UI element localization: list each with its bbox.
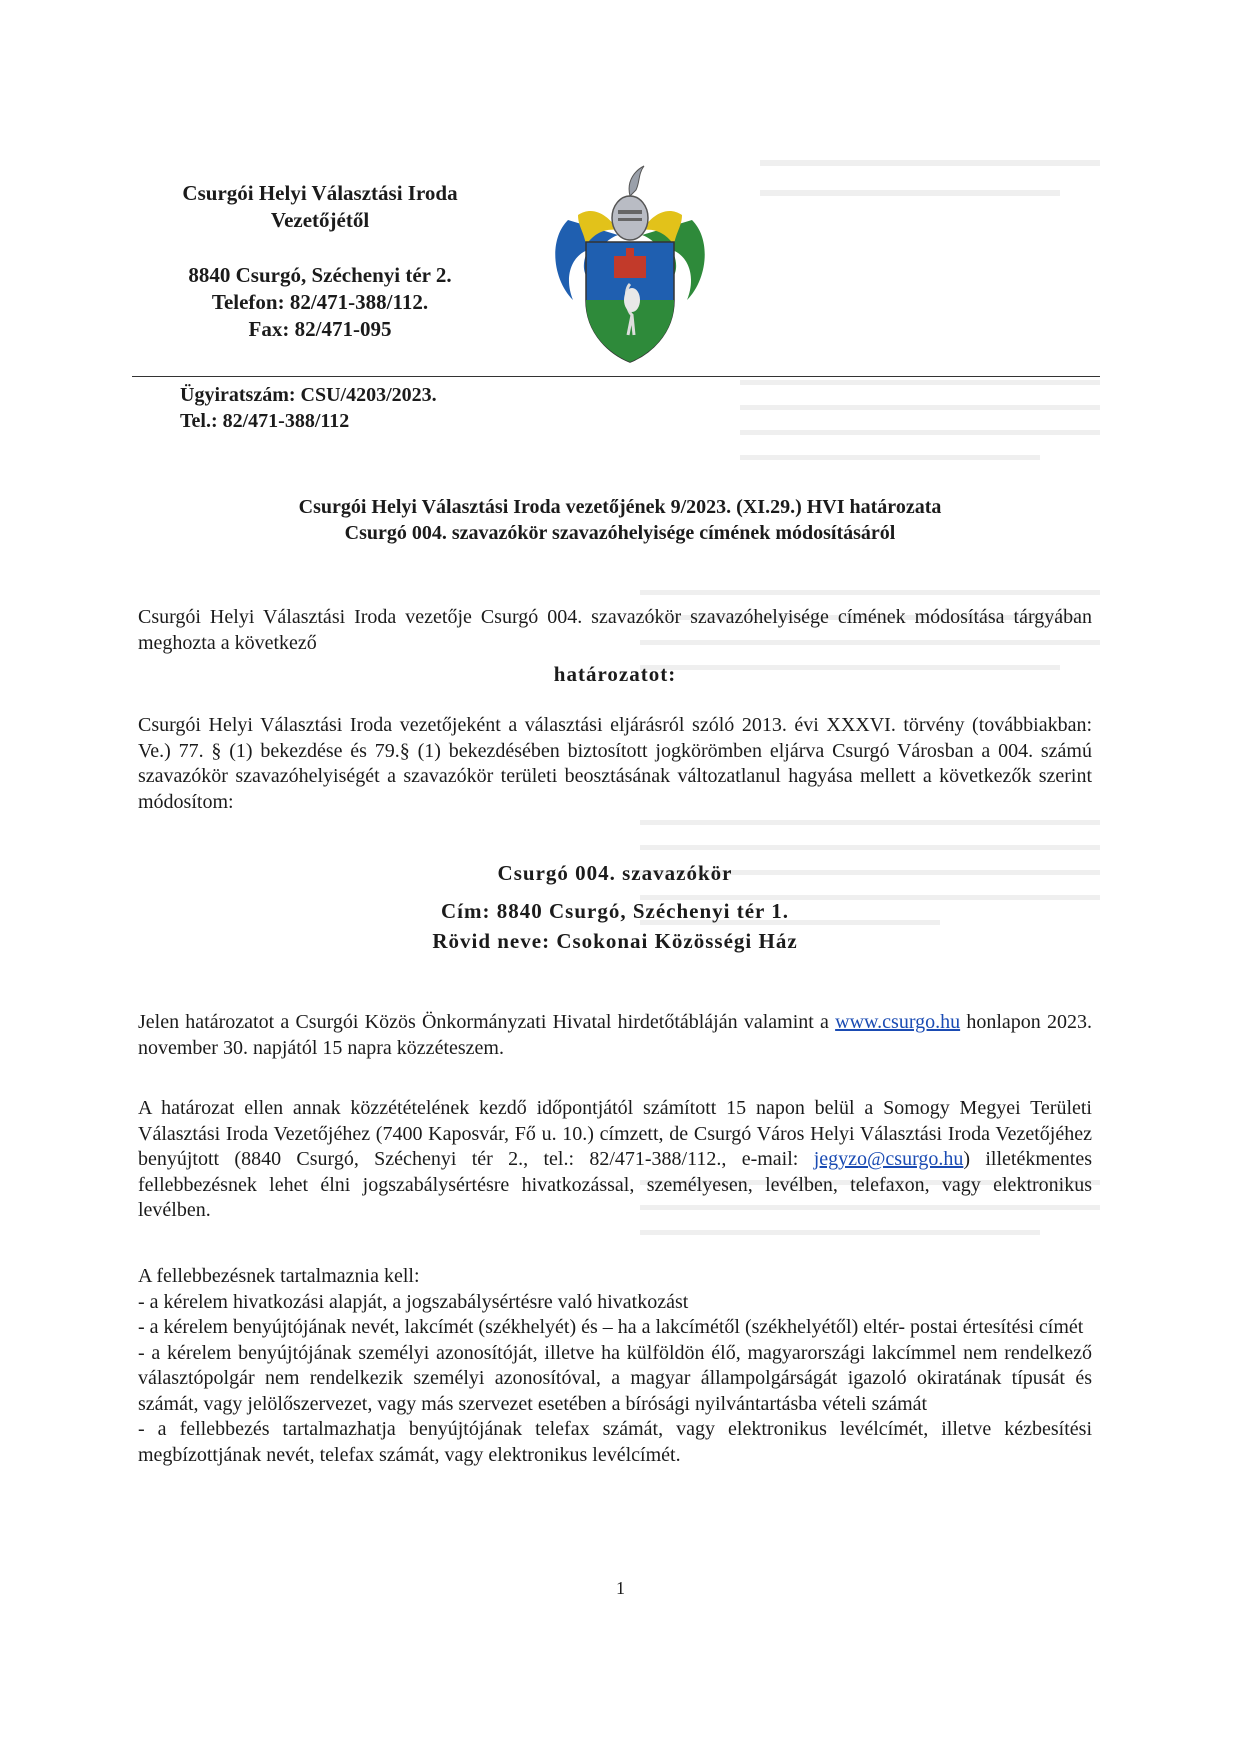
page-number: 1: [616, 1578, 625, 1598]
publication-text-end: honlapon 2023. november 30. napjától 15 napra közzéteszem.: [138, 1011, 1092, 1059]
polling-station-block: [138, 858, 1092, 956]
polling-station-address: Cím: 8840 Csurgó, Széchenyi tér 1.: [441, 899, 789, 923]
document-title: [140, 494, 1100, 546]
case-number: Ügyiratszám: CSU/4203/2023.: [180, 384, 437, 406]
list-item: - a fellebbezés tartalmazhatja benyújtójának telefax számát, vagy elektronikus levélcímét, illetve kézbesítési megbízottjának nevét, telefax számát, vagy elektronikus levélcímét.: [138, 1418, 1092, 1466]
title-line-1: Csurgói Helyi Választási Iroda vezetőjének 9/2023. (XI.29.) HVI határozata: [298, 496, 942, 518]
issuer-phone: Telefon: 82/471-388/112.: [211, 290, 429, 314]
email-link[interactable]: jegyzo@csurgo.hu: [813, 1148, 964, 1170]
issuer-address: 8840 Csurgó, Széchenyi tér 2.: [188, 263, 452, 287]
list-item: - a kérelem benyújtójának nevét, lakcímét (székhelyét) és – ha a lakcímétől (székhelyétől) eltér- postai értesítési címét: [138, 1316, 1084, 1338]
issuer-title: Vezetőjétől: [270, 208, 370, 232]
reference-tel: Tel.: 82/471-388/112: [180, 410, 350, 432]
intro-paragraph: Csurgói Helyi Választási Iroda vezetője Csurgó 004. szavazókör szavazóhelyisége címének módosítása tárgyában meghozta a következő: [138, 606, 1092, 654]
polling-station-name: Csurgó 004. szavazókör: [497, 861, 733, 885]
polling-station-short-name: Rövid neve: Csokonai Közösségi Ház: [432, 929, 798, 953]
publication-paragraph: [138, 1010, 1092, 1061]
appeal-paragraph: [138, 1096, 1092, 1224]
appeal-text-end: ) illetékmentes fellebbezésnek lehet élni jogszabálysértésre hivatkozással, személyesen, levélben, telefaxon, vagy elektronikus levélben.: [138, 1148, 1092, 1221]
list-item: - a kérelem hivatkozási alapját, a jogszabálysértésre való hivatkozást: [138, 1290, 689, 1313]
list-item: - a kérelem benyújtójának személyi azonosítóját, illetve ha külföldön élő, magyarországi lakcímmel nem rendelkező választópolgár nem rendelkezik személyi azonosítóval, a magyar állampolgárságát igazoló okiratának típusát és számát, vagy jelölőszervezet, vagy más szervezet esetében a bírósági nyilvántartásba vételi számát: [138, 1341, 1092, 1415]
requirements-heading: A fellebbezésnek tartalmaznia kell:: [138, 1265, 420, 1287]
decision-paragraph: Csurgói Helyi Választási Iroda vezetőjeként a választási eljárásról szóló 2013. évi XXXVI. törvény (továbbiakban: Ve.) 77. § (1) bekezdése és 79.§ (1) bekezdésében biztosított jogkörömben eljárva Csurgó Városban a 004. számú szavazókör szavazóhelyiségét a szavazókör területi beosztásának változatlanul hagyása mellett a következők szerint módosítom:: [138, 714, 1092, 813]
publication-text: Jelen határozatot a Csurgói Közös Önkormányzati Hivatal hirdetőtábláján valamint a: [138, 1011, 829, 1033]
issuer-name: Csurgói Helyi Választási Iroda: [182, 181, 458, 205]
reference-block: [180, 382, 437, 434]
website-link[interactable]: www.csurgo.hu: [835, 1011, 961, 1033]
issuer-block: [150, 180, 490, 343]
title-line-2: Csurgó 004. szavazókör szavazóhelyisége címének módosításáról: [344, 522, 896, 544]
decision-heading: határozatot:: [553, 662, 677, 686]
appeal-text: A határozat ellen annak közzétételének kezdő időpontjától számított 15 napon belül a Somogy Megyei Területi Választási Iroda Vezetőjéhez (7400 Kaposvár, Fő u. 10.) címzett, de Csurgó Város Helyi Választási Iroda Vezetőjéhez benyújtott (8840 Csurgó, Széchenyi tér 2., tel.: 82/471-388/112., e-mail:: [138, 1097, 1092, 1170]
issuer-fax: Fax: 82/471-095: [248, 317, 392, 341]
coat-of-arms-icon: [548, 160, 712, 370]
header-divider: [132, 376, 1100, 377]
requirements-list: [138, 1264, 1092, 1468]
